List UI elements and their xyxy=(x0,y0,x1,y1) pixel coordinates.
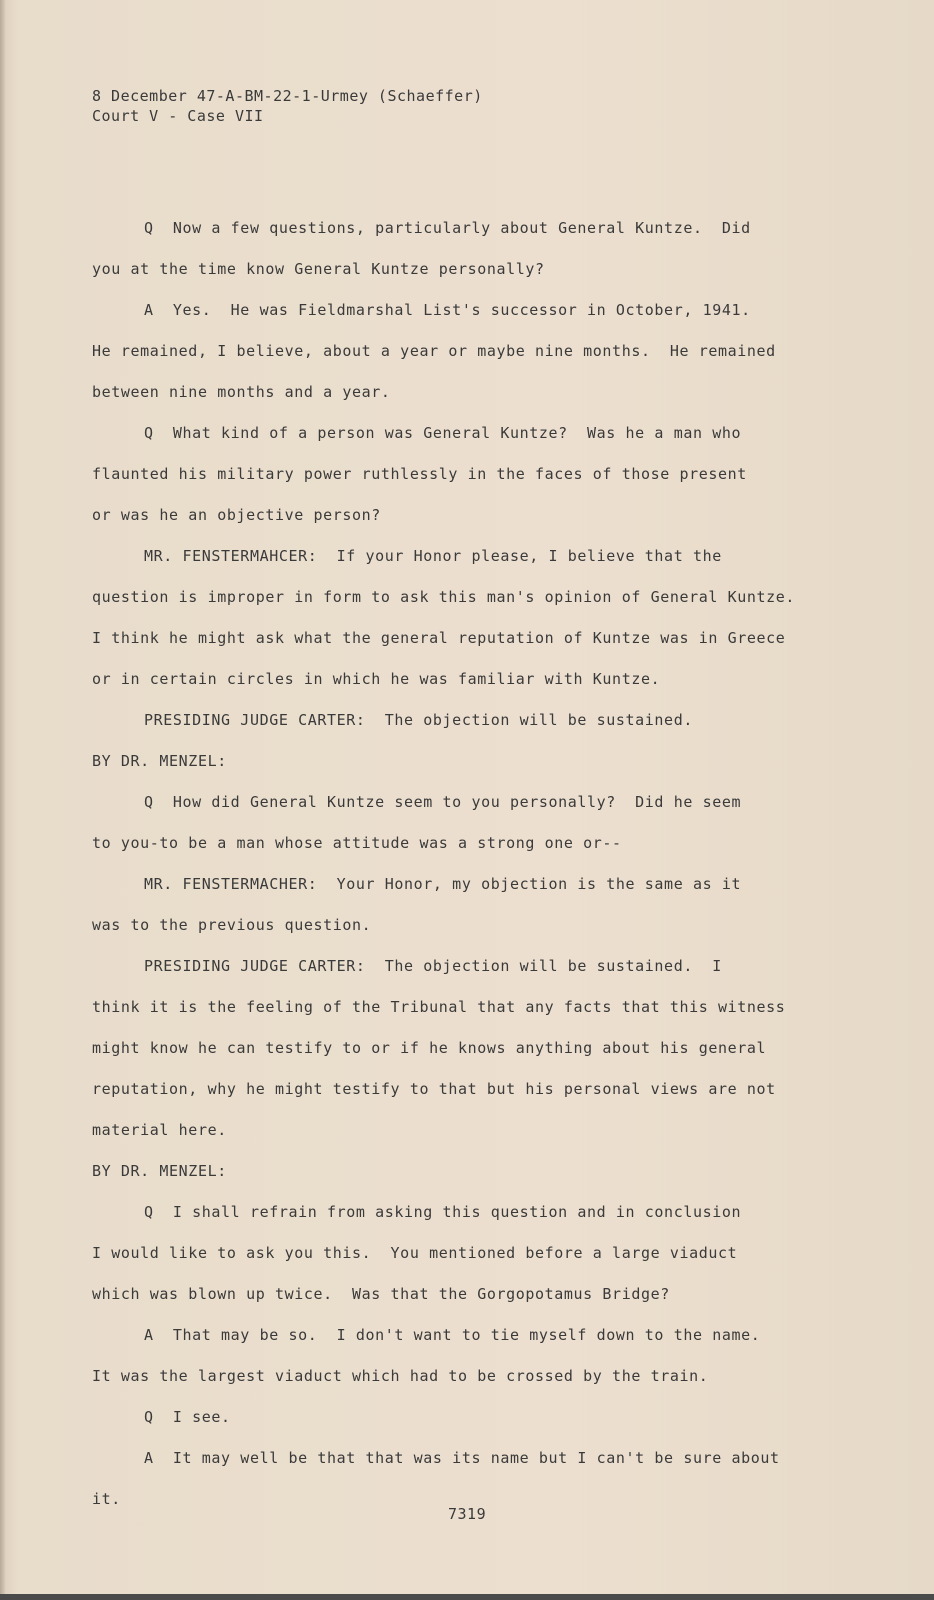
transcript-line: which was blown up twice. Was that the Gorgopotamus Bridge? xyxy=(92,1285,670,1303)
transcript-line: between nine months and a year. xyxy=(92,383,391,401)
transcript-line: reputation, why he might testify to that but his personal views are not xyxy=(92,1080,776,1098)
transcript-line: Q I see. xyxy=(144,1408,231,1426)
transcript-line: MR. FENSTERMACHER: Your Honor, my objection is the same as it xyxy=(144,875,742,893)
transcript-line: BY DR. MENZEL: xyxy=(92,752,227,770)
transcript-line: or was he an objective person? xyxy=(92,506,381,524)
transcript-line: A Yes. He was Fieldmarshal List's successor in October, 1941. xyxy=(144,301,751,319)
transcript-line: to you-to be a man whose attitude was a strong one or-- xyxy=(92,834,622,852)
transcript-line: A It may well be that that was its name but I can't be sure about xyxy=(144,1449,780,1467)
transcript-line: A That may be so. I don't want to tie myself down to the name. xyxy=(144,1326,761,1344)
transcript-line: I think he might ask what the general reputation of Kuntze was in Greece xyxy=(92,629,786,647)
transcript-line: He remained, I believe, about a year or maybe nine months. He remained xyxy=(92,342,776,360)
transcript-line: flaunted his military power ruthlessly in the faces of those present xyxy=(92,465,747,483)
transcript-line: Q How did General Kuntze seem to you personally? Did he seem xyxy=(144,793,742,811)
transcript-line: I would like to ask you this. You mentioned before a large viaduct xyxy=(92,1244,738,1262)
page-number: 7319 xyxy=(448,1505,487,1523)
page-left-edge xyxy=(0,0,6,1600)
transcript-line: Q Now a few questions, particularly about General Kuntze. Did xyxy=(144,219,751,237)
transcript-line: you at the time know General Kuntze personally? xyxy=(92,260,545,278)
document-header xyxy=(92,86,483,126)
transcript-line: material here. xyxy=(92,1121,227,1139)
transcript-line: It was the largest viaduct which had to be crossed by the train. xyxy=(92,1367,709,1385)
transcript-line: it. xyxy=(92,1490,121,1508)
transcript-line: Q I shall refrain from asking this question and in conclusion xyxy=(144,1203,742,1221)
transcript-line: question is improper in form to ask this man's opinion of General Kuntze. xyxy=(92,588,796,606)
transcript-line: PRESIDING JUDGE CARTER: The objection will be sustained. xyxy=(144,711,693,729)
transcript-line: was to the previous question. xyxy=(92,916,372,934)
transcript-line: think it is the feeling of the Tribunal that any facts that this witness xyxy=(92,998,786,1016)
transcript-line: BY DR. MENZEL: xyxy=(92,1162,227,1180)
transcript-line: PRESIDING JUDGE CARTER: The objection will be sustained. I xyxy=(144,957,722,975)
transcript-body xyxy=(92,208,832,1520)
transcript-line: or in certain circles in which he was familiar with Kuntze. xyxy=(92,670,661,688)
page-bottom-edge xyxy=(0,1594,934,1600)
header-line-1: 8 December 47-A-BM-22-1-Urmey (Schaeffer) xyxy=(92,87,483,105)
header-line-2: Court V - Case VII xyxy=(92,107,264,125)
transcript-line: Q What kind of a person was General Kuntze? Was he a man who xyxy=(144,424,742,442)
transcript-line: might know he can testify to or if he knows anything about his general xyxy=(92,1039,767,1057)
transcript-line: MR. FENSTERMAHCER: If your Honor please, I believe that the xyxy=(144,547,722,565)
